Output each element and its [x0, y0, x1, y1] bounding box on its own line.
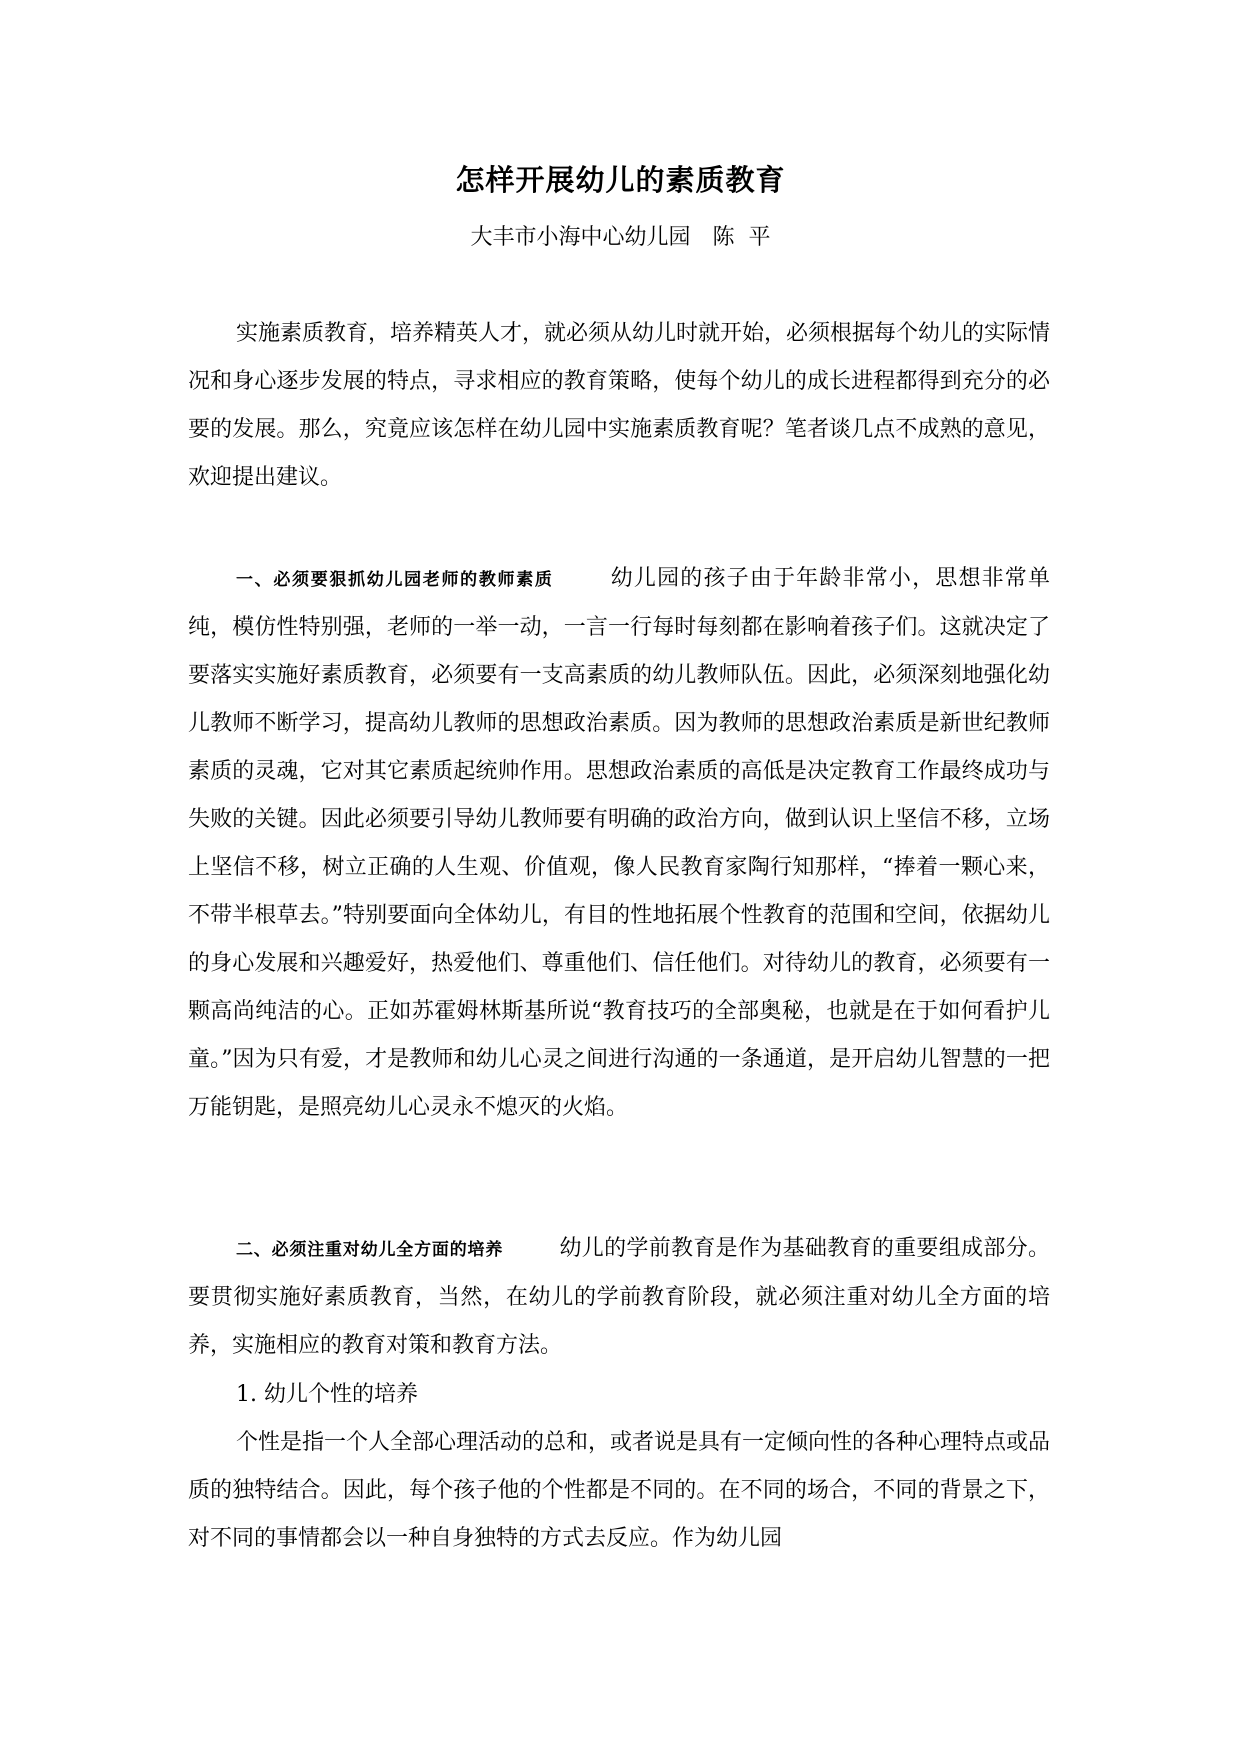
subsection-heading: 1. 幼儿个性的培养 — [236, 1382, 418, 1407]
document-title: 怎样开展幼儿的素质教育 — [455, 163, 786, 197]
subsection-paragraph: 个性是指一个人全部心理活动的总和，或者说是具有一定倾向性的各种心理特点或品质的独特结合。因此，每个孩子他的个性都是不同的。在不同的场合，不同的背景之下，对不同的事情都会以一种自身独特的方式去反应。作为幼儿园 — [188, 1430, 1051, 1551]
section-1-body: 幼儿园的孩子由于年龄非常小，思想非常单纯，模仿性特别强，老师的一举一动，一言一行每时每刻都在影响着孩子们。这就决定了要落实实施好素质教育，必须要有一支高素质的幼儿教师队伍。因此，必须深刻地强化幼儿教师不断学习，提高幼儿教师的思想政治素质。因为教师的思想政治素质是新世纪教师素质的灵魂，它对其它素质起统帅作用。思想政治素质的高低是决定教育工作最终成功与失败的关键。因此必须要引导幼儿教师要有明确的政治方向，做到认识上坚信不移，立场上坚信不移，树立正确的人生观、价值观，像人民教育家陶行知那样，“捧着一颗心来，不带半根草去。”特别要面向全体幼儿，有目的性地拓展个性教育的范围和空间，依据幼儿的身心发展和兴趣爱好，热爱他们、尊重他们、信任他们。对待幼儿的教育，必须要有一颗高尚纯洁的心。正如苏霍姆林斯基所说“教育技巧的全部奥秘，也就是在于如何看护儿童。”因为只有爱，才是教师和幼儿心灵之间进行沟通的一条通道，是开启幼儿智慧的一把万能钥匙，是照亮幼儿心灵永不熄灭的火焰。 — [188, 566, 1051, 1120]
document-byline: 大丰市小海中心幼儿园 陈 平 — [470, 225, 771, 250]
section-1-paragraph — [188, 555, 1050, 1132]
section-1-heading: 一、必须要狠抓幼儿园老师的教师素质 — [236, 570, 554, 590]
section-2-heading: 二、必须注重对幼儿全方面的培养 — [236, 1240, 504, 1260]
intro-paragraph: 实施素质教育，培养精英人才，就必须从幼儿时就开始，必须根据每个幼儿的实际情况和身心逐步发展的特点，寻求相应的教育策略，使每个幼儿的成长进程都得到充分的必要的发展。那么，究竟应该怎样在幼儿园中实施素质教育呢？笔者谈几点不成熟的意见，欢迎提出建议。 — [188, 321, 1051, 490]
section-2-paragraph — [188, 1225, 1050, 1370]
section-2-body: 幼儿的学前教育是作为基础教育的重要组成部分。要贯彻实施好素质教育，当然，在幼儿的学前教育阶段，就必须注重对幼儿全方面的培养，实施相应的教育对策和教育方法。 — [188, 1236, 1050, 1358]
